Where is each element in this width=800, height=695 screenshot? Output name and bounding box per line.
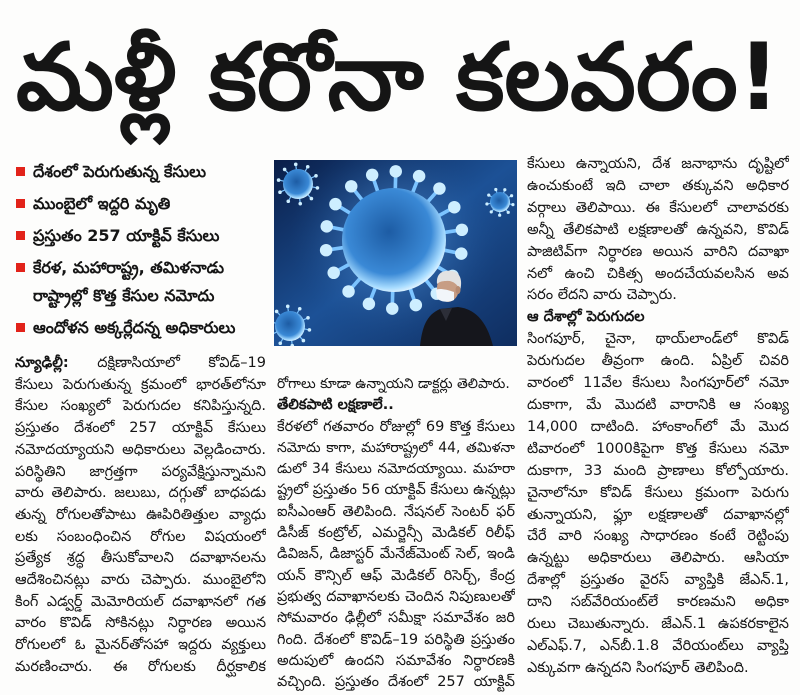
paragraph <box>527 329 789 680</box>
virus-spike-tip <box>283 168 287 172</box>
text-line: కేరళలో గతవారం రోజుల్లో 69 కొత్త కేసులు <box>277 418 515 435</box>
text-line: డులో 34 కేసులు నమోదయ్యాయి. మహరా <box>277 461 515 478</box>
highlight-item <box>14 190 268 218</box>
highlight-text: దేశంలో పెరుగుతున్న కేసులు <box>33 162 207 181</box>
virus-spike-tip <box>490 210 493 213</box>
virus-spike-tip <box>294 163 298 167</box>
virus-spike-tip <box>433 182 445 194</box>
text-line: అన్నీ తేలికపాటి లక్షణాలతో ఉన్నవని, కొవిడ్ <box>527 221 789 238</box>
paragraph <box>15 353 266 679</box>
virus-spike-tip <box>286 305 290 309</box>
virus-spike-tip <box>275 310 279 314</box>
text-line: నమోదు కాగా, మహారాష్ట్రలో 44, తమిళనా <box>277 439 515 456</box>
text-line: ఉన్నట్టు అధికారులు తెలిపారు. ఆసియా <box>527 550 789 567</box>
text-line: దేశాల్లో ప్రస్తుతం వైరస్ వ్యాప్తికి జేఎన్.1, <box>527 572 789 589</box>
highlight-text: ఆందోళన అక్కర్లేదన్న అధికారులు <box>33 318 236 337</box>
middle-column <box>277 374 515 694</box>
paragraph <box>527 154 789 307</box>
virus-spike-tip <box>498 214 501 217</box>
virus-spike-tip <box>390 165 402 177</box>
virus-spike-tip <box>455 247 467 259</box>
paragraph <box>277 417 515 694</box>
text-line: పాజిటివ్‌గా నిర్ధారణ అయిన వారిని దవాఖా <box>527 243 789 260</box>
virus-spike-tip <box>327 267 339 279</box>
text-line: అదుపులో ఉందని సమావేశం నిర్ధారణకి <box>277 652 515 669</box>
text-line: దుకాగా, 33 మంది ప్రాణాలు కోల్పోయారు. <box>527 462 789 479</box>
text-line: వారం కొవిడ్ సోకినట్లు నిర్ధారణ అయిన <box>15 615 266 632</box>
virus-spike-tip <box>277 178 281 182</box>
virus-body <box>283 169 313 199</box>
virus-spike-tip <box>386 302 398 314</box>
text-line: డిసీజ్ కంట్రోల్, ఎమర్జెన్సీ మెడికల్ రిలీఫ్ <box>277 525 515 542</box>
text-line: కింగ్ ఎడ్వర్డ్ మెమోరియల్ దవాఖానలో గత <box>15 593 266 610</box>
virus-spike-tip <box>298 307 302 311</box>
virus-body <box>275 311 305 341</box>
headline <box>16 6 786 146</box>
virus-spike-tip <box>320 244 332 256</box>
virus-spike-tip <box>306 316 310 320</box>
text-line: కేసులు ఉన్నాయని, దేశ జనాభాను దృష్టిలో <box>527 156 789 172</box>
virus-spike-tip <box>306 165 310 169</box>
virus-spike-tip <box>413 170 425 182</box>
text-line: ఎక్కువగా ఉన్నదని సింగపూర్ తెలిపింది. <box>527 659 749 676</box>
virus-spike-tip <box>510 194 513 197</box>
subheading: తేలికపాటి లక్షణాలే.. <box>277 397 394 414</box>
text-line: నమోదయ్యాయని అధికారులు వెల్లడించారు. <box>15 441 266 458</box>
paragraph <box>277 374 515 395</box>
text-line: యన్ కౌన్సిల్ ఆఫ్ మెడికల్ రిసెర్చ్, కేంద్ర <box>277 567 515 584</box>
text-line: టివారంలో 1000కిపైగా కొత్త కేసులు నమో <box>527 440 789 457</box>
virus-spike-tip <box>366 169 378 181</box>
virus-spike-tip <box>345 180 357 192</box>
headline-text: మళ్లీ కరోనా కలవరం! <box>16 23 780 131</box>
coronavirus-photo <box>274 160 517 346</box>
text-line: వారు తెలిపారు. జలుబు, దగ్గుతో బాధపడు <box>15 485 266 502</box>
text-line: కేసులు పెరుగుతున్న క్రమంలో భారత్‌లోనూ <box>15 376 266 393</box>
virus-spike-tip <box>494 188 497 191</box>
text-line: ఐసీఎంఆర్ తెలిపింది. నేషనల్ సెంటర్ ఫర్ <box>277 503 515 520</box>
text-line: దుకాగా, మే మొదటి వారానికి ఆ సంఖ్య <box>527 396 789 413</box>
virus-spike-tip <box>298 202 302 206</box>
text-line: సోమవారం ఢిల్లీలో సమీక్షా సమావేశం జరి <box>277 610 515 627</box>
virus-spike-tip <box>507 211 510 214</box>
highlight-item <box>14 158 268 186</box>
bullet-square-icon <box>16 199 25 208</box>
virus-spike-tip <box>314 174 318 178</box>
subheading: ఆ దేశాల్లో పెరుగుదల <box>527 309 645 326</box>
virus-spike-tip <box>310 197 314 201</box>
text-line: రోగులలో ఓ మైనర్‌తోసహా ఇద్దరు వ్యక్తులు <box>15 637 266 654</box>
text-line: పెరుగుదల తీవ్రంగా ఉంది. ఏప్రిల్ చివరి <box>527 353 789 370</box>
highlight-text: ప్రస్తుతం 257 యాక్టివ్ కేసులు <box>33 226 220 245</box>
highlight-text: కేరళ, మహారాష్ట్ర, తమిళనాడు <box>33 258 224 277</box>
virus-spike-tip <box>503 188 506 191</box>
text-line: తున్నాయని, ఫ్లూ లక్షణాలతో దవాఖానల్లో <box>527 506 789 523</box>
text-line: ప్రభుత్వ దవాఖానలకు చెందిన నిపుణులతో <box>277 588 515 605</box>
text-line: పరిస్థితిని జాగ్రత్తగా పర్యవేక్షిస్తున్నామని <box>15 463 266 480</box>
virus-spike-tip <box>320 220 332 232</box>
virus-spike-tip <box>448 201 460 213</box>
text-line: మరణించారు. ఈ రోగులకు దీర్ఘకాలిక <box>15 658 266 675</box>
bullet-square-icon <box>16 231 25 240</box>
virus-body <box>490 192 510 212</box>
text-line: చేరే వారి సంఖ్య సాధారణం కంటే రెట్టింపు <box>527 528 789 545</box>
text-line: కేసుల సంఖ్యలో పెరుగుదల కనిపిస్తున్నది. <box>15 398 266 415</box>
text-line: తున్న రోగులతోపాటు ఊపిరితిత్తుల వ్యాధు <box>15 506 266 523</box>
text-line: గింది. దేశంలో కొవిడ్–19 పరిస్థితి ప్రస్తుతం <box>277 631 515 648</box>
text-line: ష్ట్రలో ప్రస్తుతం 56 యాక్టివ్ కేసులు ఉన్నట్లు <box>277 482 515 499</box>
text-line: డివిజన్, డిజాస్టర్ మేనేజ్‌మెంట్ సెల్, ఇండి <box>277 546 515 563</box>
virus-body <box>342 188 446 292</box>
highlight-item <box>14 222 268 250</box>
highlight-item <box>14 254 268 310</box>
virus-spike-tip <box>278 190 282 194</box>
text-line <box>15 353 266 375</box>
text-line: రులు చెబుతున్నారు. జేఎన్.1 ఉపకరకాలైన <box>527 616 789 633</box>
text-line: ఆదేశించినట్లు వారు చెప్పారు. ముంబైలోని <box>15 572 266 589</box>
text-line: 14,000 దాటింది. హాంకాంగ్‌లో మే మొద <box>527 418 789 435</box>
virus-spike-tip <box>363 298 375 310</box>
bullet-square-icon <box>16 263 25 272</box>
highlight-item <box>14 314 268 342</box>
text-line-rest: దక్షిణాసియాలో కోవిడ్–19 <box>97 355 266 371</box>
bullet-square-icon <box>16 323 25 332</box>
man-ear <box>456 286 461 294</box>
text-line: నలో ఉంచి చికిత్స అందచేయవలసిన అవ <box>527 265 789 282</box>
text-line: చైనాలోనూ కోవిడ్ కేసులు క్రమంగా పెరుగు <box>527 484 789 501</box>
text-line: సింగపూర్, చైనా, థాయ్‌లాండ్‌లో కొవిడ్ <box>527 331 789 348</box>
text-line: సరం లేదని వారు చెప్పారు. <box>527 287 677 304</box>
virus-spike-tip <box>308 328 312 332</box>
highlight-text: ముంబైలో ఇద్దరి మృతి <box>33 194 171 213</box>
highlights-list <box>14 158 268 346</box>
virus-spike-tip <box>278 341 282 345</box>
bullet-square-icon <box>16 167 25 176</box>
virus-spike-tip <box>316 186 320 190</box>
text-line: వర్గాలు తెలిపాయి. ఈ కేసులలో చాలావరకు <box>527 199 789 216</box>
text-line: ప్రస్తుతం దేశంలో 257 యాక్టివ్ కేసులు <box>15 420 266 437</box>
virus-spike-tip <box>487 194 490 197</box>
text-line: దాని సబ్‌వేరియంట్‌లే కారణమని అధికా <box>527 594 789 611</box>
highlight-text: రాష్ట్రాల్లో కొత్త కేసుల నమోదు <box>33 286 215 305</box>
coronavirus-illustration <box>274 160 517 346</box>
virus-spike-tip <box>342 285 354 297</box>
text-line: ఎల్ఎఫ్.7, ఎన్‌బీ.1.8 వేరియంట్‌లు వ్యాప్తి <box>527 637 789 654</box>
text-line: వారంలో 11వేల కేసులు సింగపూర్‌లో నమో <box>527 375 789 392</box>
virus-spike-tip <box>329 198 341 210</box>
text-line: ప్రత్యేక శ్రద్ధ తీసుకోవాలని దవాఖానలను <box>15 550 266 567</box>
left-column <box>15 353 266 683</box>
virus-spike-tip <box>410 299 422 311</box>
dateline: న్యూఢిల్లీ: <box>15 355 69 371</box>
virus-spike-tip <box>456 224 468 236</box>
virus-spike-tip <box>302 339 306 343</box>
virus-spike-tip <box>286 199 290 203</box>
virus-spike-tip <box>511 203 514 206</box>
text-line: రోగాలు కూడా ఉన్నాయని డాక్టర్లు తెలిపారు. <box>277 376 510 392</box>
text-line: వచ్చింది. ప్రస్తుతం దేశంలో 257 యాక్టివ్ <box>277 674 515 691</box>
right-column <box>527 154 789 684</box>
text-line: లకు సంబంధించిన రోగుల విషయంలో <box>15 528 266 545</box>
virus-spike-tip <box>485 202 488 205</box>
text-line: ఉంచుకుంటే ఇది చాలా తక్కువని అధికార <box>527 177 789 194</box>
